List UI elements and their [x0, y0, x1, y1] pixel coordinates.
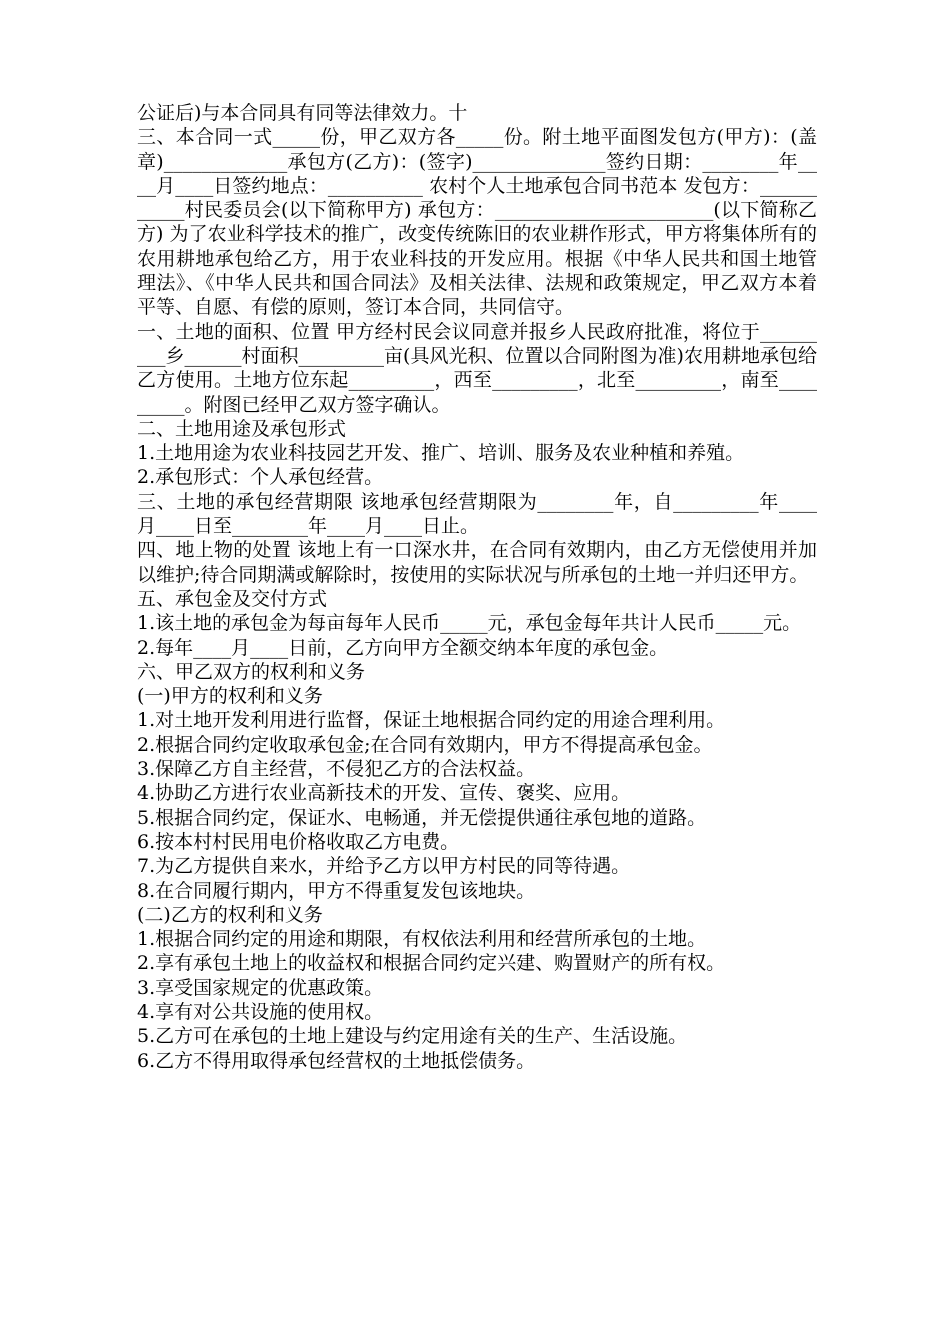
contract-page	[137, 101, 817, 1073]
clause-b-2: 2.享有承包土地上的收益权和根据合同约定兴建、购置财产的所有权。	[137, 952, 726, 975]
paragraph-continuation: 公证后)与本合同具有同等法律效力。十	[137, 102, 468, 124]
paragraph-section-1: 一、土地的面积、位置 甲方经村民会议同意并报乡人民政府批准，将位于_________乡______村面积_________亩(具风光积、位置以合同附图为准)农用耕地承包给乙方使用。土地方位东起_________，西至_________，北至_________，南至_________。附图已经甲乙双方签字确认。	[137, 320, 817, 416]
subheading-party-b: (二)乙方的权利和义务	[137, 903, 323, 926]
clause-2-2: 2.承包形式：个人承包经营。	[137, 466, 384, 489]
subheading-party-a: (一)甲方的权利和义务	[137, 685, 323, 708]
clause-a-5: 5.根据合同约定，保证水、电畅通，并无偿提供通往承包地的道路。	[137, 806, 707, 829]
clause-a-7: 7.为乙方提供自来水，并给予乙方以甲方村民的同等待遇。	[137, 855, 631, 878]
clause-a-3: 3.保障乙方自主经营，不侵犯乙方的合法权益。	[137, 758, 536, 781]
heading-section-6: 六、甲乙双方的权利和义务	[137, 660, 366, 683]
paragraph-section-3: 三、土地的承包经营期限 该地承包经营期限为________年，自_________年____月____日至________年____月____日止。	[137, 490, 817, 538]
clause-a-1: 1.对土地开发利用进行监督，保证土地根据合同约定的用途合理利用。	[137, 709, 726, 732]
paragraph-preamble: 三、本合同一式_____份，甲乙双方各_____份。附土地平面图发包方(甲方)：(盖章)_____________承包方(乙方)：(签字)______________签约日期：________年____月____日签约地点：__________ 农村个人土地承包合同书范本 发包方：___________村民委员会(以下简称甲方) 承包方：_______________________(以下简称乙方) 为了农业科学技术的推广，改变传统陈旧的农业耕作形式，甲方将集体所有的农用耕地承包给乙方，用于农业科技的开发应用。根据《中华人民共和国土地管理法》、《中华人民共和国合同法》及相关法律、法规和政策规定，甲乙双方本着平等、自愿、有偿的原则，签订本合同，共同信守。	[137, 126, 817, 319]
clause-5-1: 1.该土地的承包金为每亩每年人民币_____元，承包金每年共计人民币_____元。	[137, 612, 802, 635]
clause-b-3: 3.享受国家规定的优惠政策。	[137, 976, 384, 999]
clause-a-8: 8.在合同履行期内，甲方不得重复发包该地块。	[137, 879, 536, 902]
clause-b-1: 1.根据合同约定的用途和期限，有权依法利用和经营所承包的土地。	[137, 928, 707, 951]
clause-a-4: 4.协助乙方进行农业高新技术的开发、宣传、褒奖、应用。	[137, 782, 631, 805]
heading-section-2: 二、土地用途及承包形式	[137, 417, 347, 440]
paragraph-section-4: 四、地上物的处置 该地上有一口深水井，在合同有效期内，由乙方无偿使用并加以维护;待合同期满或解除时，按使用的实际状况与所承包的土地一并归还甲方。	[137, 539, 817, 586]
clause-2-1: 1.土地用途为农业科技园艺开发、推广、培训、服务及农业种植和养殖。	[137, 442, 745, 465]
clause-b-5: 5.乙方可在承包的土地上建设与约定用途有关的生产、生活设施。	[137, 1025, 688, 1048]
clause-b-4: 4.享有对公共设施的使用权。	[137, 1000, 384, 1023]
clause-5-2: 2.每年____月____日前，乙方向甲方全额交纳本年度的承包金。	[137, 636, 669, 659]
clause-a-6: 6.按本村村民用电价格收取乙方电费。	[137, 830, 460, 853]
clause-b-6: 6.乙方不得用取得承包经营权的土地抵偿债务。	[137, 1049, 536, 1072]
heading-section-5: 五、承包金及交付方式	[137, 587, 328, 610]
clause-a-2: 2.根据合同约定收取承包金;在合同有效期内，甲方不得提高承包金。	[137, 733, 713, 756]
